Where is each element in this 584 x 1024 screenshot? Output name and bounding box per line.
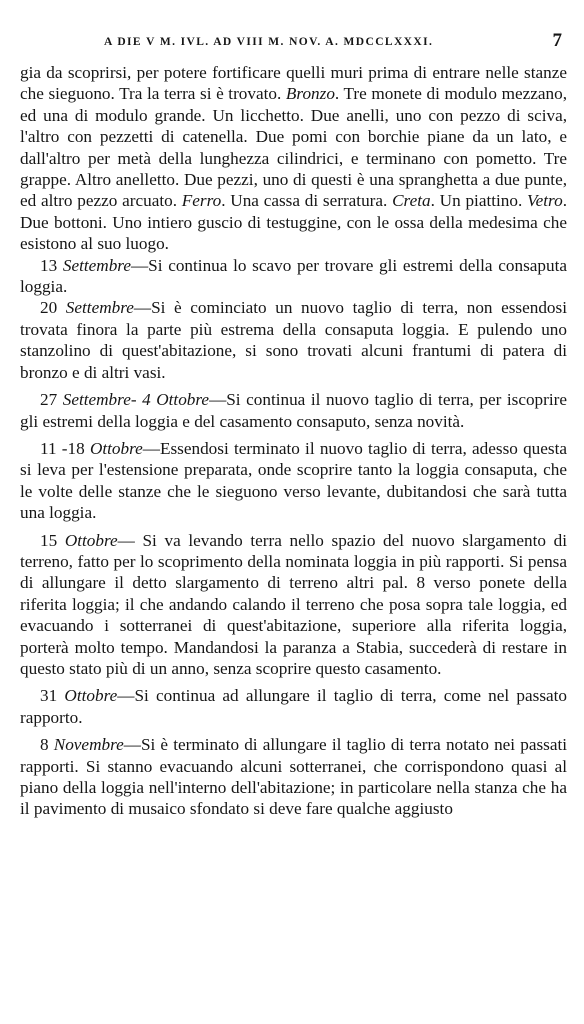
entry-text: Si è terminato di allungare il taglio di terra notato nei passati rapporti. Si stanno evacuando alcuni sotterranei, che corrispondono quasi al piano della loggia nell'interno dell'abitazione; in particolare nella stanza che ha il pavimento di musaico sfondato si deve fare qualche aggiusto xyxy=(20,735,567,819)
journal-entry xyxy=(20,530,567,680)
entry-date-number: 20 xyxy=(40,298,66,318)
intro-text-3: . Una cassa di serratura. xyxy=(221,191,393,211)
entry-date-month: Novembre xyxy=(53,735,124,755)
entry-text: Si continua lo scavo per trovare gli estremi della consaputa loggia. xyxy=(20,255,567,297)
entry-text: Si va levando terra nello spazio del nuovo slargamento di terreno, fatto per lo scoprimento della nominata loggia in più rapporti. Si pensa di allungare il detto slargamento di terreno altri pal. 8 verso ponete della riferita loggia; il che andando calando il terreno che posa sopra tale loggia, ed evacuando i sotterranei di quest'abitazione, superiore alla riferita loggia, porterà molto tempo. Mandandosi la paranza a Stabia, succederà di restare in questo stato più di un anno, senza scoprire questo casamento. xyxy=(20,530,567,678)
entry-date-month: Settembre- 4 Ottobre xyxy=(62,390,210,410)
journal-entry xyxy=(20,685,567,728)
entry-dash: — xyxy=(130,255,149,275)
item-category-creta: Creta xyxy=(392,191,431,211)
entry-dash: — xyxy=(209,390,227,410)
entry-date-number: 8 xyxy=(40,735,54,755)
running-head xyxy=(0,30,584,54)
journal-entry xyxy=(20,255,567,298)
item-category-bronzo: Bronzo xyxy=(285,84,335,104)
page-number: 7 xyxy=(552,30,562,51)
body-text xyxy=(20,62,567,820)
intro-paragraph xyxy=(20,62,567,255)
entry-dash: — xyxy=(117,686,135,706)
item-category-vetro: Vetro xyxy=(527,191,563,211)
intro-text-2: . Tre monete di modulo mezzano, ed una di modulo grande. Un licchetto. Due anelli, uno con pezzo di sciva, l'altro con pezzetti di catenella. Due pomi con borchie piane da un lato, e dall'altro per metà della lunghezza cilindrici, e terminano con pometto. Tre grappe. Altro anelletto. Due pezzi, uno di questi è una spranghetta a due punte, ed altro pezzo arcuato. xyxy=(20,84,567,211)
entry-text: Essendosi terminato il nuovo taglio di terra, adesso questa si leva per l'estensione preparata, onde scoprire tanto la loggia consaputa, che le volte delle stanze che le sieguono verso levante, dubitandosi che sarà tutta una loggia. xyxy=(20,438,567,523)
entry-text: Si è cominciato un nuovo taglio di terra, non essendosi trovata finora la parte più estrema della consaputa loggia. E pulendo uno stanzolino di quest'abitazione, si sono trovati alcuni frantumi di patera di bronzo e di altri vasi. xyxy=(20,298,567,382)
entry-date-number: 31 xyxy=(40,686,65,706)
entry-dash: — xyxy=(123,735,141,755)
journal-entry xyxy=(20,734,567,820)
entry-date-month: Settembre xyxy=(65,298,134,318)
entry-dash: — xyxy=(133,298,152,318)
entry-date-number: 15 xyxy=(40,530,65,550)
journal-entry xyxy=(20,297,567,383)
intro-text-1: gia da scoprirsi, per potere fortificare quelli muri prima di entrare nelle stanze che sieguono. Tra la terra si è trovato. xyxy=(20,63,567,104)
entry-date-number: 11 -18 xyxy=(40,438,90,458)
entry-date-month: Settembre xyxy=(62,255,131,275)
entry-date-month: Ottobre xyxy=(64,686,118,706)
journal-entry xyxy=(20,389,567,432)
entry-date-number: 13 xyxy=(40,255,63,275)
entry-date-month: Ottobre xyxy=(89,438,143,458)
journal-entry xyxy=(20,438,567,524)
entry-text: Si continua ad allungare il taglio di terra, come nel passato rapporto. xyxy=(20,686,568,727)
entry-text: Si continua il nuovo taglio di terra, per iscoprire gli estremi della loggia e del casamento consaputo, senza novità. xyxy=(20,390,568,431)
intro-text-5: . Due bottoni. Uno intiero guscio di testuggine, con le ossa della medesima che esistono al suo luogo. xyxy=(20,191,567,254)
running-title: A DIE V M. IVL. AD VIII M. NOV. A. MDCCLXXXI. xyxy=(104,36,434,48)
entry-dash: — xyxy=(117,530,135,550)
entry-date-month: Ottobre xyxy=(64,530,118,550)
entry-date-number: 27 xyxy=(40,390,63,410)
item-category-ferro: Ferro xyxy=(181,191,222,211)
intro-text-4: . Un piattino. xyxy=(430,191,528,211)
entry-dash: — xyxy=(142,438,160,458)
